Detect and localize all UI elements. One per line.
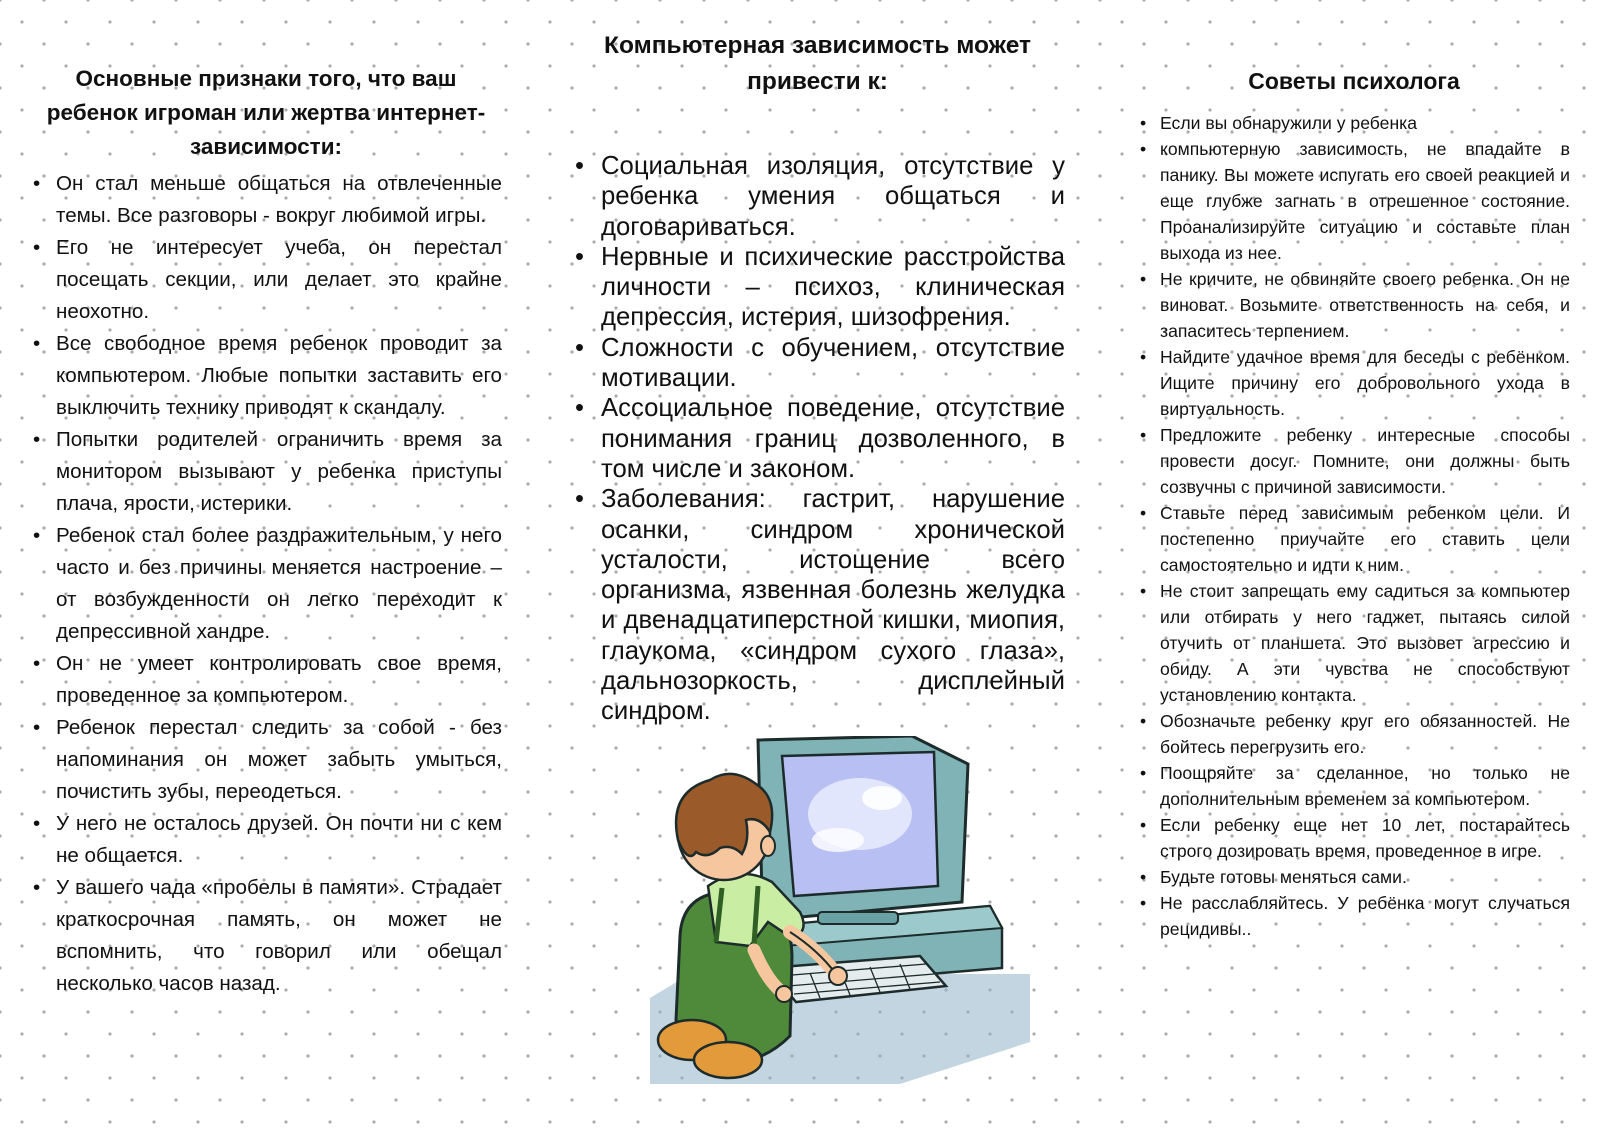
list-item: • Попытки родителей ограничить время за монитором вызывают у ребенка приступы плача, ярости, истерики. [56,424,502,520]
list-item: • Нервные и психические расстройства личности – психоз, клиническая депрессия, истерия, шизофрения. [601,242,1065,333]
middle-column [570,0,1065,727]
right-column [1138,0,1570,942]
middle-column-title: Компьютерная зависимость может привести к: [603,32,1032,95]
list-item: • компьютерную зависимость, не впадайте в панику. Вы можете испугать его своей реакцией и еще глубже загнать в отрешенное состояние. Проанализируйте ситуацию и составьте план выхода из нее. [1160,136,1570,266]
list-item: • Все свободное время ребенок проводит за компьютером. Любые попытки заставить его выключить технику приводят к скандалу. [56,328,502,424]
consequences-list [570,151,1065,727]
list-item: • Не кричите, не обвиняйте своего ребенка. Он не виноват. Возьмите ответственность на себя, и запаситесь терпением. [1160,266,1570,344]
list-item: • Поощряйте за сделанное, но только не дополнительным временем за компьютером. [1160,760,1570,812]
list-item: • Сложности с обучением, отсутствие мотивации. [601,333,1065,394]
signs-list [30,168,502,1000]
list-item: • Его не интересует учеба, он перестал посещать секции, или делает это крайне неохотно. [56,232,502,328]
list-item: • У него не осталось друзей. Он почти ни с кем не общается. [56,808,502,872]
list-item: • Ребенок перестал следить за собой - без напоминания он может забыть умыться, почистить зубы, переодеться. [56,712,502,808]
list-item: • Социальная изоляция, отсутствие у ребенка умения общаться и договариваться. [601,151,1065,242]
list-item: • Ставьте перед зависимым ребенком цели. И постепенно приучайте его ставить цели самостоятельно и идти к ним. [1160,500,1570,578]
list-item: • Ассоциальное поведение, отсутствие понимания границ дозволенного, в том числе и законом. [601,393,1065,484]
advice-list [1138,110,1570,942]
list-item: • Будьте готовы меняться сами. [1160,864,1570,890]
child-shoe [694,1042,762,1078]
list-item: • Он стал меньше общаться на отвлеченные темы. Все разговоры - вокруг любимой игры. [56,168,502,232]
right-column-title: Советы психолога [1248,68,1460,94]
left-column-title: Основные признаки того, что ваш ребенок игроман или жертва интернет-зависимости: [46,66,486,159]
list-item: • У вашего чада «пробелы в памяти». Страдает краткосрочная память, он может не вспомнить, что говорил или обещал несколько часов назад. [56,872,502,1000]
list-item: • Не стоит запрещать ему садиться за компьютер или отбирать у него гаджет, пытаясь силой отучить от планшета. Это вызовет агрессию и обиду. А эти чувства не способствуют установлению контакта. [1160,578,1570,708]
list-item: • Не расслабляйтесь. У ребёнка могут случаться рецидивы.. [1160,890,1570,942]
child-at-computer-illustration [650,736,1030,1084]
list-item: • Если вы обнаружили у ребенка [1160,110,1570,136]
list-item: • Найдите удачное время для беседы с ребёнком. Ищите причину его добровольного ухода в виртуальность. [1160,344,1570,422]
list-item: • Ребенок стал более раздражительным, у него часто и без причины меняется настроение – от возбужденности он легко переходит к депрессивной хандре. [56,520,502,648]
list-item: • Предложите ребенку интересные способы провести досуг. Помните, они должны быть созвучны с причиной зависимости. [1160,422,1570,500]
left-column [30,0,502,1000]
list-item: • Обозначьте ребенку круг его обязанностей. Не бойтесь перегрузить его. [1160,708,1570,760]
list-item: • Заболевания: гастрит, нарушение осанки, синдром хронической усталости, истощение всего организма, язвенная болезнь желудка и двенадцатиперстной кишки, миопия, глаукома, «синдром сухого глаза», дальнозоркость, дисплейный синдром. [601,484,1065,726]
list-item: • Если ребенку еще нет 10 лет, постарайтесь строго дозировать время, проведенное в игре. [1160,812,1570,864]
list-item: • Он не умеет контролировать свое время, проведенное за компьютером. [56,648,502,712]
